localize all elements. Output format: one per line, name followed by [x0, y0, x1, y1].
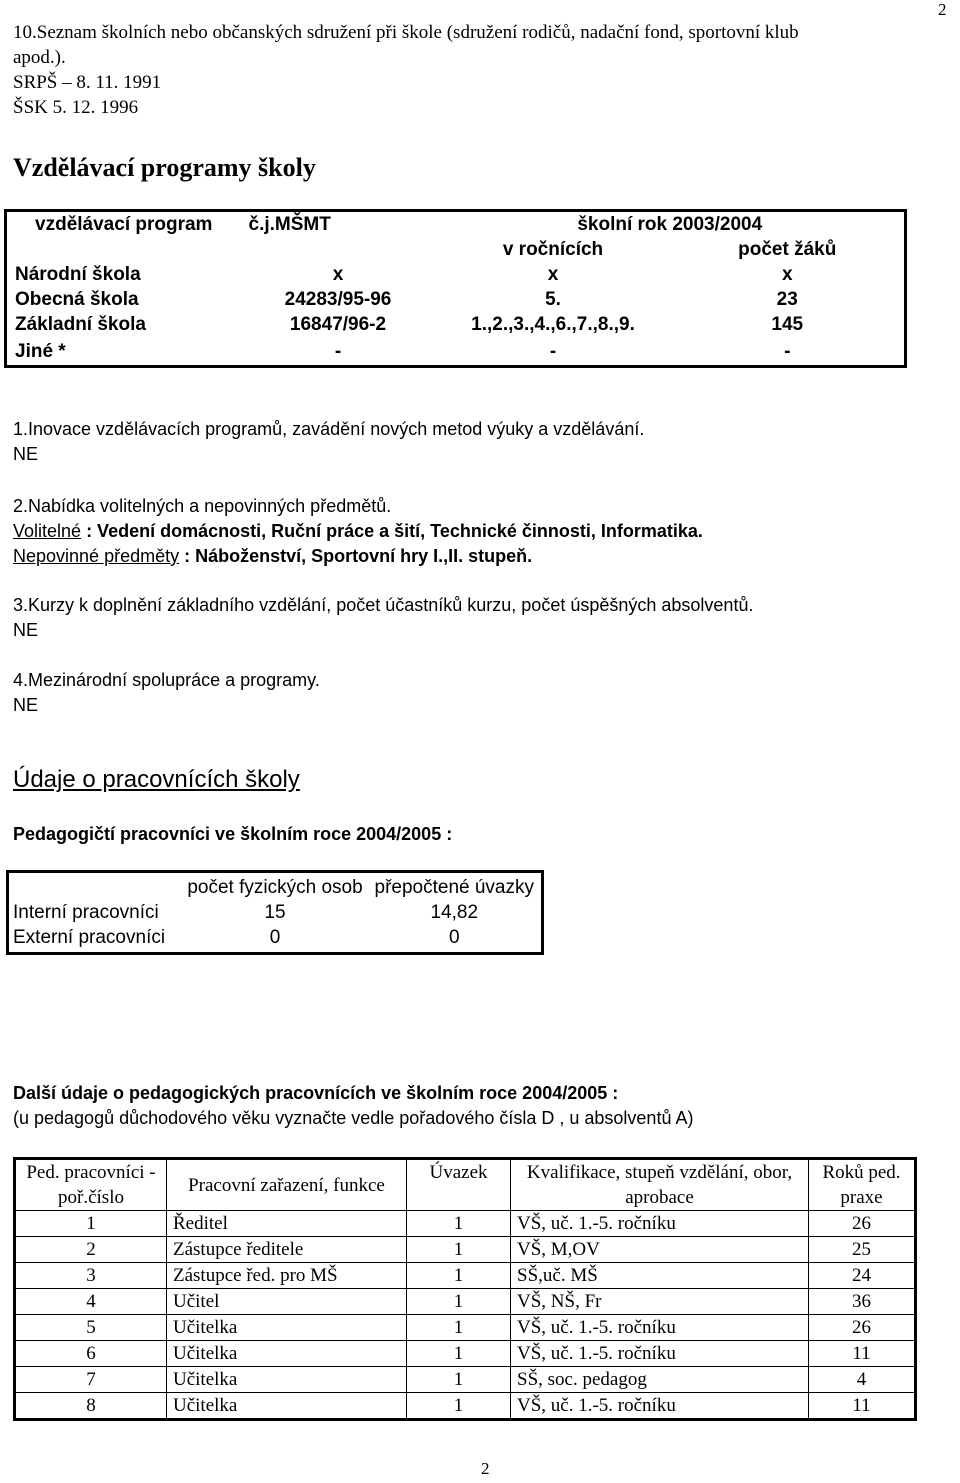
teachers-header-position: Pracovní zařazení, funkce — [167, 1159, 407, 1211]
header-empty-2 — [241, 237, 436, 262]
program-name: Národní škola — [15, 264, 141, 285]
table-row — [8, 925, 543, 954]
table-row — [15, 1315, 916, 1341]
staff-header-fte: přepočtené úvazky — [374, 877, 534, 898]
staff-row-label: Interní pracovníci — [13, 902, 159, 923]
staff-row-fte: 0 — [448, 927, 460, 948]
teacher-qualification: VŠ, M,OV — [511, 1237, 809, 1263]
teacher-position: Zástupce řed. pro MŠ — [167, 1263, 407, 1289]
staff-row-fte: 14,82 — [430, 902, 479, 923]
section4-title: 4.Mezinárodní spolupráce a programy. — [13, 670, 320, 690]
teacher-qualification: VŠ, uč. 1.-5. ročníku — [511, 1315, 809, 1341]
teacher-years: 24 — [809, 1263, 916, 1289]
section2-volitelne — [13, 519, 703, 543]
teacher-load: 1 — [407, 1263, 511, 1289]
section1-title: 1.Inovace vzdělávacích programů, zavádění nových metod výuky a vzdělávání. — [13, 419, 645, 439]
teachers-header-load: Úvazek — [407, 1159, 511, 1211]
programs-table — [4, 209, 907, 368]
teacher-years: 11 — [809, 1393, 916, 1420]
teacher-num: 6 — [15, 1341, 167, 1367]
program-msmt: x — [332, 264, 344, 285]
teacher-num: 4 — [15, 1289, 167, 1315]
staff-row-physical: 15 — [264, 902, 286, 923]
staff-row-physical: 0 — [269, 927, 281, 948]
teacher-num: 5 — [15, 1315, 167, 1341]
teacher-position: Ředitel — [167, 1211, 407, 1237]
nepovinne-text: : Náboženství, Sportovní hry I.,II. stupeň. — [179, 546, 533, 566]
program-name: Základní škola — [15, 314, 146, 335]
staff-table — [6, 870, 544, 955]
teacher-position: Učitelka — [167, 1341, 407, 1367]
programs-heading: Vzdělávací programy školy — [13, 153, 316, 182]
staff-header-physical: počet fyzických osob — [187, 877, 363, 898]
nepovinne-label: Nepovinné předměty — [13, 546, 180, 566]
program-msmt: 16847/96-2 — [289, 314, 387, 335]
teacher-num: 2 — [15, 1237, 167, 1263]
teacher-qualification: VŠ, uč. 1.-5. ročníku — [511, 1341, 809, 1367]
teacher-years: 25 — [809, 1237, 916, 1263]
staff-header-empty — [8, 872, 183, 901]
page-number-top: 2 — [938, 0, 947, 19]
table-row — [6, 287, 906, 312]
table-row — [6, 312, 906, 337]
item10-line1: 10.Seznam školních nebo občanských sdružení při škole (sdružení rodičů, nadační fond, sportovní klub — [13, 22, 799, 43]
teacher-qualification: SŠ, soc. pedagog — [511, 1367, 809, 1393]
item10-line4: ŠSK 5. 12. 1996 — [13, 97, 139, 118]
teacher-years: 4 — [809, 1367, 916, 1393]
teacher-position: Učitel — [167, 1289, 407, 1315]
program-name: Obecná škola — [15, 289, 139, 310]
teacher-load: 1 — [407, 1367, 511, 1393]
table-row — [8, 900, 543, 925]
table-row — [6, 262, 906, 287]
program-grades: x — [547, 264, 559, 285]
teachers-note: (u pedagogů důchodového věku vyznačte vedle pořadového čísla D , u absolventů A) — [13, 1108, 694, 1128]
teacher-position: Učitelka — [167, 1393, 407, 1420]
teacher-qualification: SŠ,uč. MŠ — [511, 1263, 809, 1289]
teachers-header-qualification: Kvalifikace, stupeň vzdělání, obor, aprobace — [511, 1159, 809, 1211]
volitelne-text: : Vedení domácnosti, Ruční práce a šití, Technické činnosti, Informatika. — [81, 521, 703, 541]
teacher-years: 36 — [809, 1289, 916, 1315]
program-pupils: x — [781, 264, 793, 285]
teacher-num: 3 — [15, 1263, 167, 1289]
teacher-years: 26 — [809, 1315, 916, 1341]
teacher-load: 1 — [407, 1393, 511, 1420]
item10-line2: apod.). — [13, 47, 66, 68]
table-row — [15, 1393, 916, 1420]
volitelne-label: Volitelné — [13, 521, 82, 541]
page-number-bottom: 2 — [481, 1459, 490, 1478]
teachers-header-num: Ped. pracovníci - poř.číslo — [15, 1159, 167, 1211]
table-row — [15, 1263, 916, 1289]
teacher-qualification: VŠ, NŠ, Fr — [511, 1289, 809, 1315]
section3-answer: NE — [13, 620, 39, 640]
teachers-table — [13, 1157, 917, 1421]
teacher-position: Učitelka — [167, 1315, 407, 1341]
staff-subheading: Pedagogičtí pracovníci ve školním roce 2004/2005 : — [13, 824, 453, 844]
staff-heading: Údaje o pracovnících školy — [13, 766, 300, 793]
table-row — [15, 1211, 916, 1237]
teacher-qualification: VŠ, uč. 1.-5. ročníku — [511, 1211, 809, 1237]
teacher-position: Učitelka — [167, 1367, 407, 1393]
section2-nepovinne — [13, 544, 532, 568]
program-grades: 5. — [545, 289, 561, 310]
teacher-years: 26 — [809, 1211, 916, 1237]
teacher-num: 7 — [15, 1367, 167, 1393]
item10-line3: SRPŠ – 8. 11. 1991 — [13, 72, 162, 93]
program-grades: 1.,2.,3.,4.,6.,7.,8.,9. — [471, 314, 635, 335]
teacher-load: 1 — [407, 1315, 511, 1341]
teachers-heading: Další údaje o pedagogických pracovnících ve školním roce 2004/2005 : — [13, 1083, 619, 1103]
teacher-position: Zástupce ředitele — [167, 1237, 407, 1263]
teacher-num: 1 — [15, 1211, 167, 1237]
program-pupils: 23 — [776, 289, 798, 310]
teacher-qualification: VŠ, uč. 1.-5. ročníku — [511, 1393, 809, 1420]
teacher-load: 1 — [407, 1237, 511, 1263]
table-row — [6, 337, 906, 367]
header-program: vzdělávací program — [35, 214, 213, 235]
program-pupils: 145 — [771, 314, 804, 335]
teachers-header-years: Roků ped. praxe — [809, 1159, 916, 1211]
section2-title: 2.Nabídka volitelných a nepovinných předmětů. — [13, 496, 392, 516]
program-pupils: - — [784, 340, 791, 362]
table-row — [15, 1367, 916, 1393]
teacher-load: 1 — [407, 1341, 511, 1367]
program-msmt: 24283/95-96 — [284, 289, 392, 310]
teacher-years: 11 — [809, 1341, 916, 1367]
header-empty-1 — [6, 237, 241, 262]
section1-answer: NE — [13, 444, 39, 464]
table-row — [15, 1341, 916, 1367]
teacher-load: 1 — [407, 1289, 511, 1315]
header-msmt: č.j.MŠMT — [248, 214, 331, 235]
program-msmt: - — [334, 340, 342, 362]
table-row — [15, 1237, 916, 1263]
header-school-year: školní rok 2003/2004 — [577, 214, 763, 235]
header-grades: v ročnících — [502, 239, 604, 260]
header-pupils: počet žáků — [738, 239, 837, 260]
program-grades: - — [549, 340, 557, 362]
staff-row-label: Externí pracovníci — [13, 927, 166, 948]
table-row — [15, 1289, 916, 1315]
section3-title: 3.Kurzy k doplnění základního vzdělání, počet účastníků kurzu, počet úspěšných absolventů. — [13, 595, 754, 615]
program-name: Jiné * — [15, 340, 66, 362]
section4-answer: NE — [13, 695, 39, 715]
teacher-load: 1 — [407, 1211, 511, 1237]
teacher-num: 8 — [15, 1393, 167, 1420]
